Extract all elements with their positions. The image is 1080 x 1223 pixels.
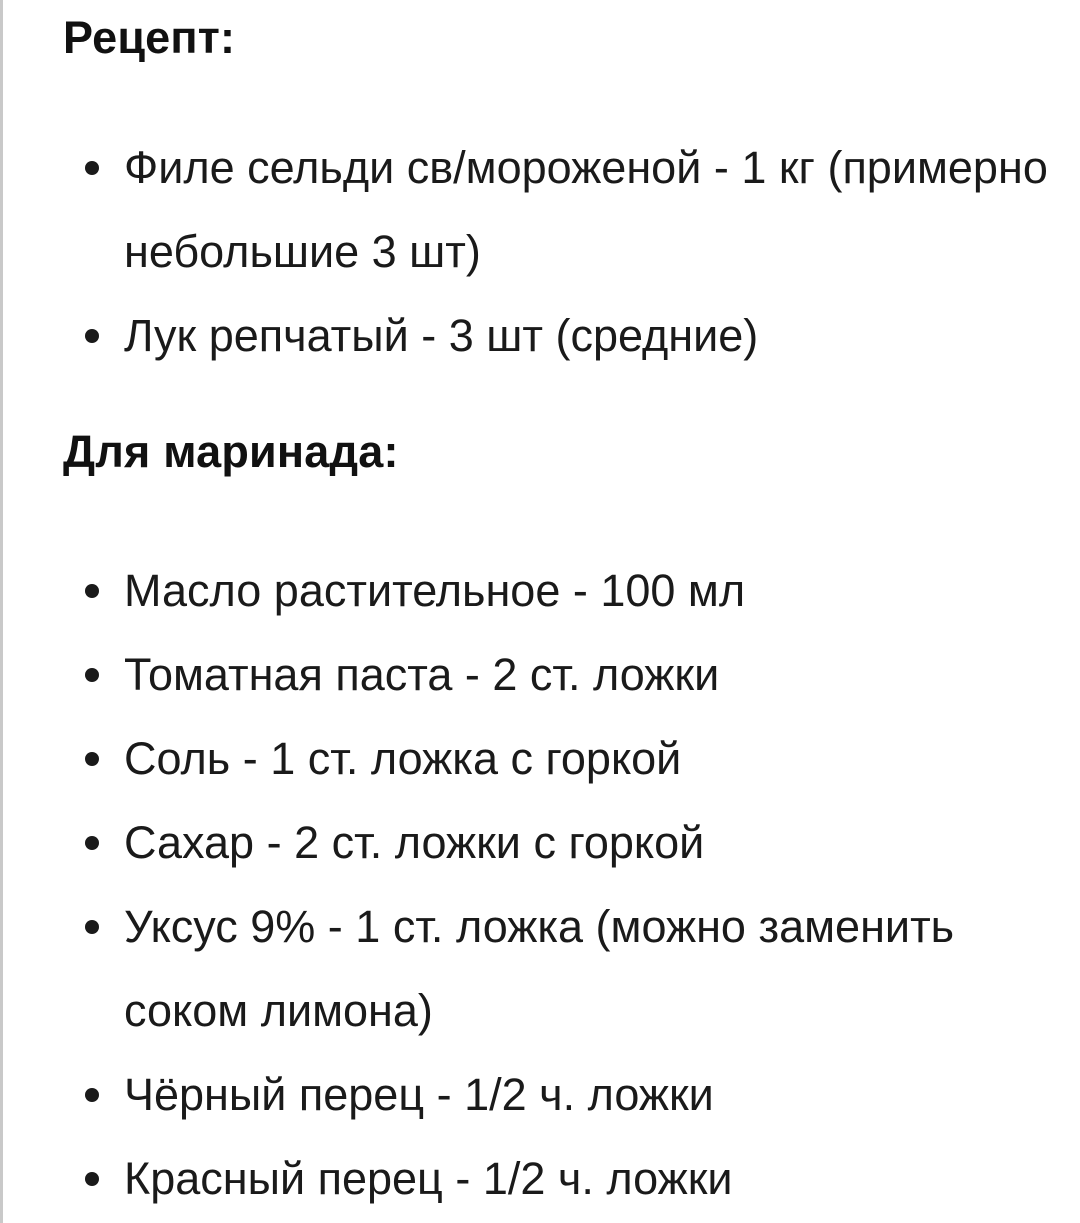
list-item	[63, 1137, 1053, 1221]
ingredient-text: Чёрный перец - 1/2 ч. ложки	[124, 1069, 714, 1120]
ingredient-text: Филе сельди св/мороженой - 1 кг (примерно небольшие 3 шт)	[124, 142, 1048, 277]
bullet-icon	[85, 1172, 99, 1186]
ingredient-text: Сахар - 2 ст. ложки с горкой	[124, 817, 705, 868]
recipe-content	[63, 0, 1053, 1221]
marinade-heading: Для маринада:	[63, 426, 399, 477]
bullet-icon	[85, 836, 99, 850]
bullet-icon	[85, 584, 99, 598]
ingredient-text: Красный перец - 1/2 ч. ложки	[124, 1153, 733, 1204]
marinade-ingredient-list	[63, 549, 1053, 1221]
list-item	[63, 1053, 1053, 1137]
ingredient-text: Томатная паста - 2 ст. ложки	[124, 649, 720, 700]
list-item	[63, 126, 1053, 294]
bullet-icon	[85, 668, 99, 682]
list-item	[63, 885, 1053, 1053]
recipe-heading: Рецепт:	[63, 12, 236, 63]
recipe-ingredient-list	[63, 126, 1053, 378]
list-item	[63, 801, 1053, 885]
list-item	[63, 549, 1053, 633]
bullet-icon	[85, 1088, 99, 1102]
bullet-icon	[85, 752, 99, 766]
list-item	[63, 717, 1053, 801]
bullet-icon	[85, 329, 99, 343]
ingredient-text: Лук репчатый - 3 шт (средние)	[124, 310, 759, 361]
list-item	[63, 633, 1053, 717]
ingredient-text: Соль - 1 ст. ложка с горкой	[124, 733, 682, 784]
page-left-border	[0, 0, 3, 1223]
ingredient-text: Масло растительное - 100 мл	[124, 565, 746, 616]
list-item	[63, 294, 1053, 378]
bullet-icon	[85, 920, 99, 934]
ingredient-text: Уксус 9% - 1 ст. ложка (можно заменить соком лимона)	[124, 901, 955, 1036]
bullet-icon	[85, 161, 99, 175]
